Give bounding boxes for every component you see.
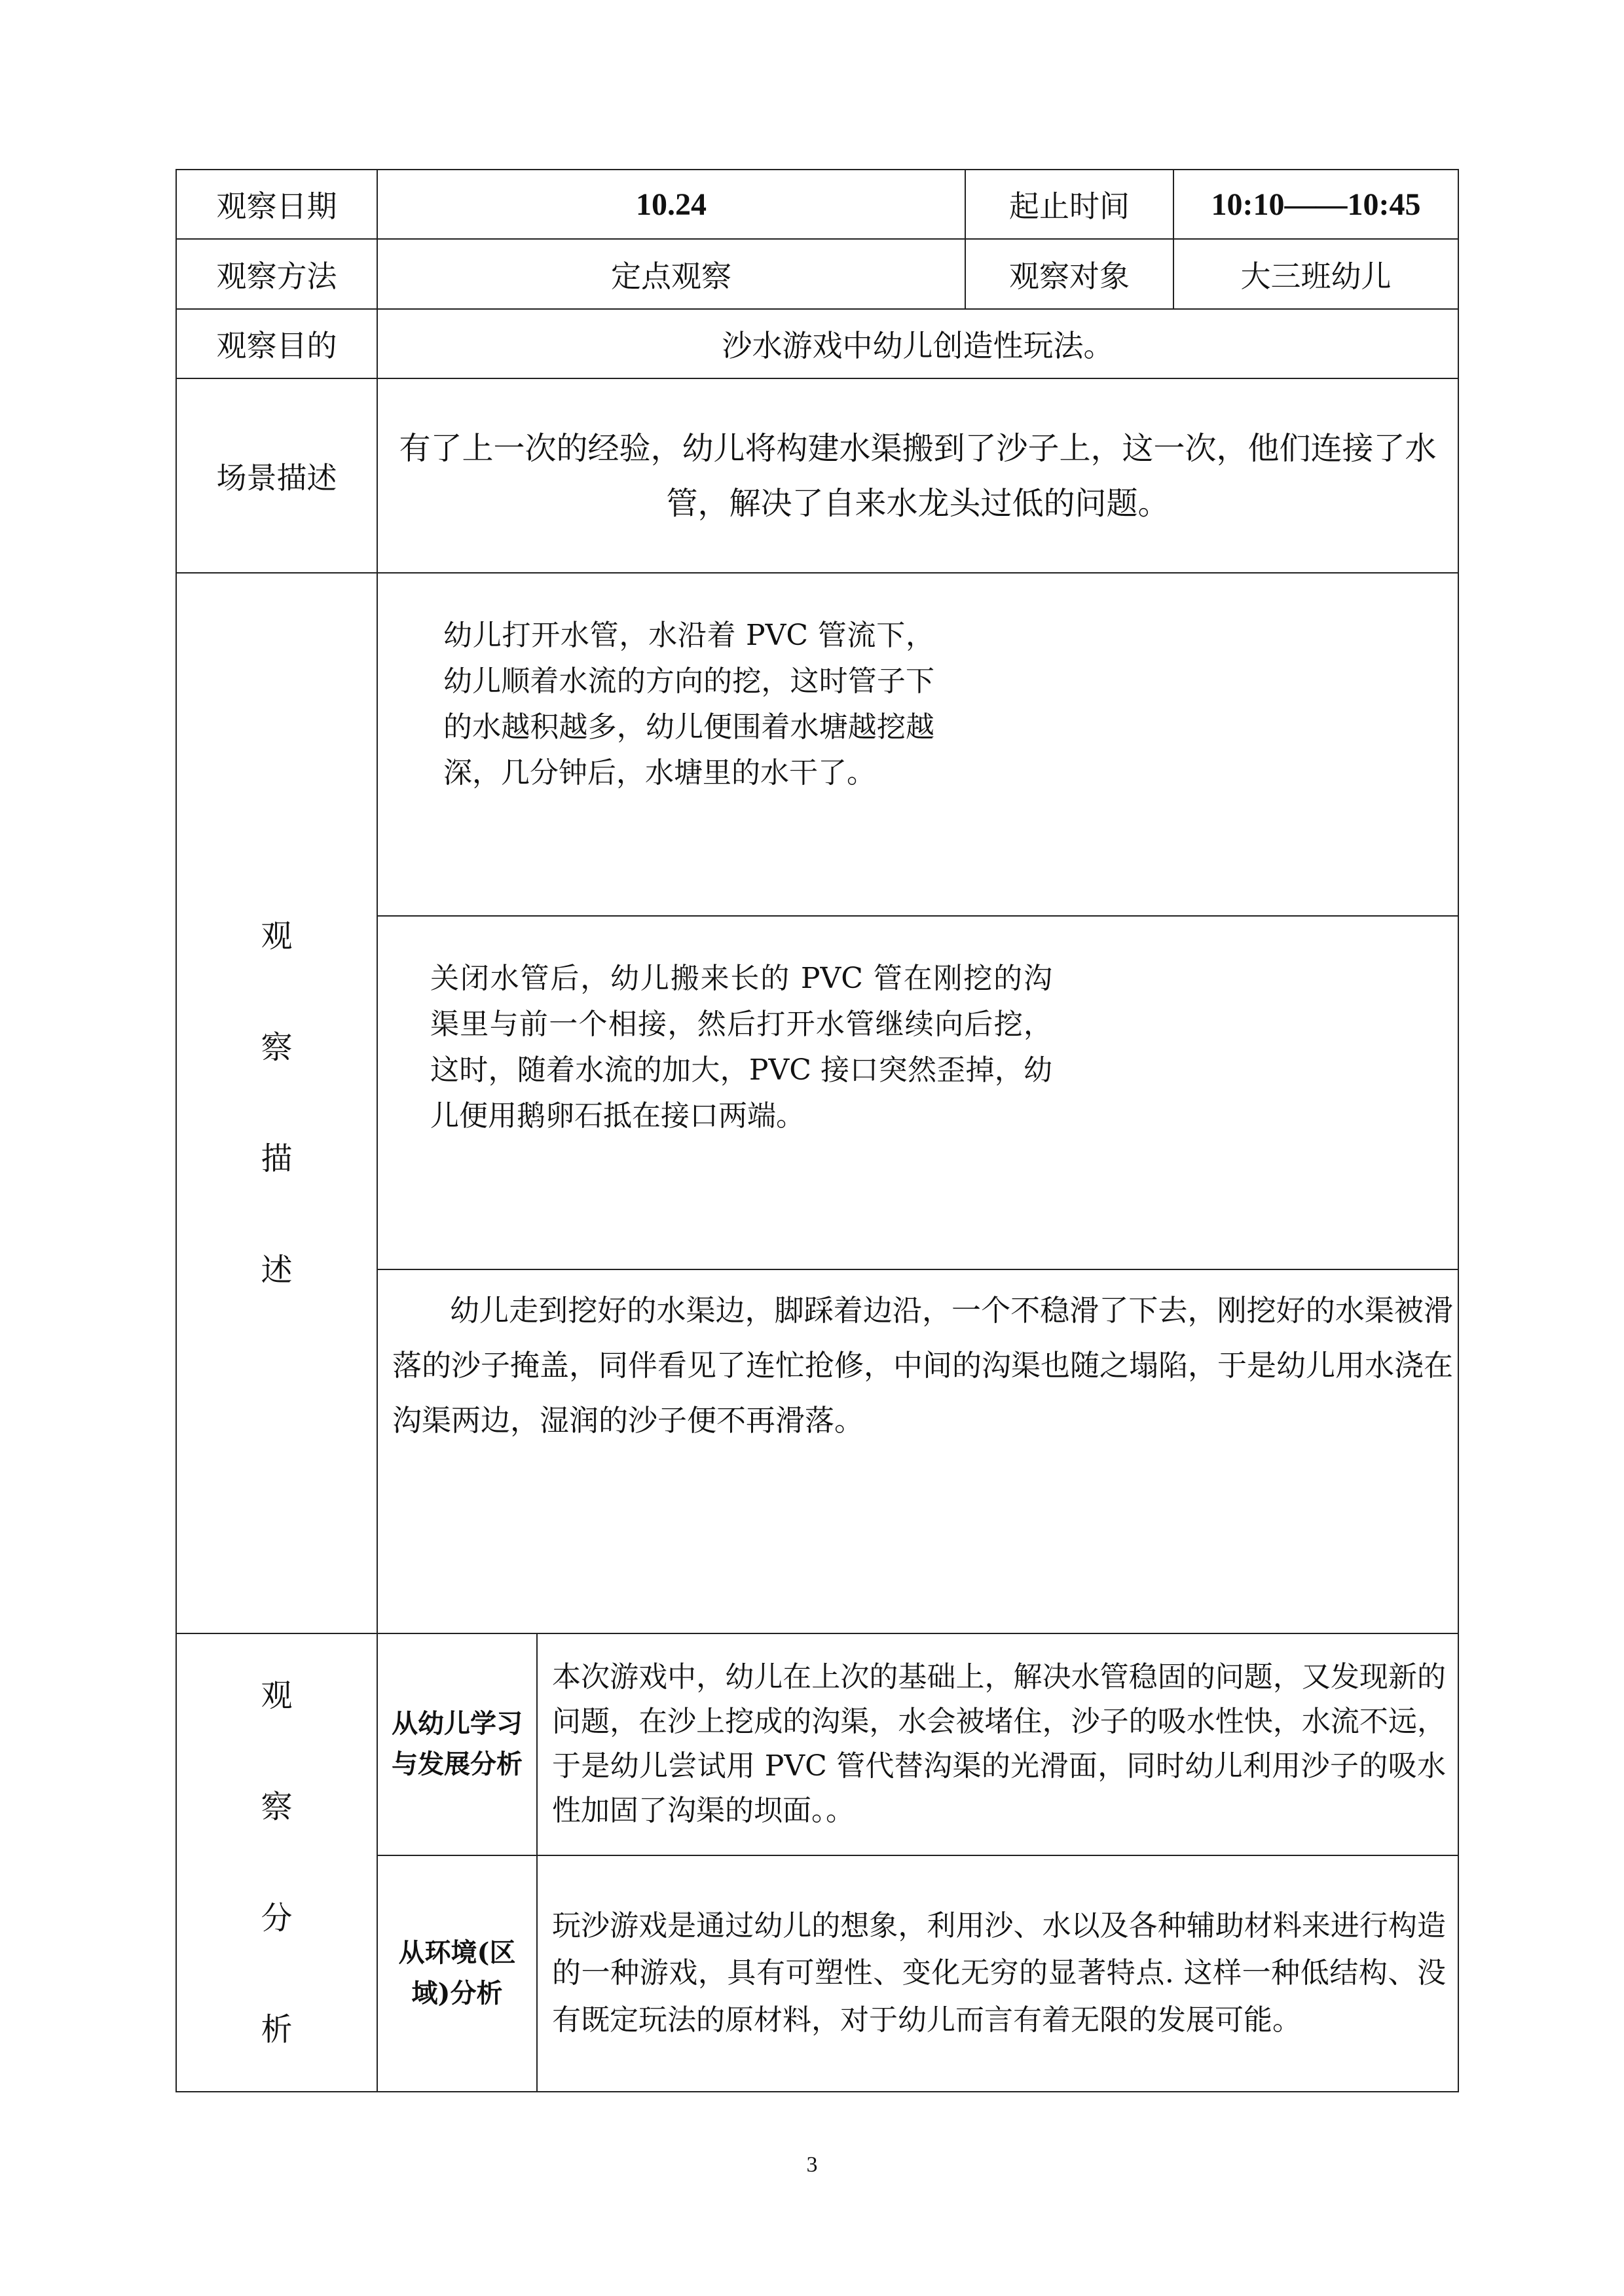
subject-label: 观察对象	[965, 239, 1173, 308]
date-label: 观察日期	[176, 170, 377, 239]
observation-cell-2	[377, 916, 1458, 1269]
method-value: 定点观察	[377, 239, 965, 308]
subject-value: 大三班幼儿	[1173, 239, 1458, 308]
method-label: 观察方法	[176, 239, 377, 308]
page-number: 3	[806, 2153, 818, 2177]
observation-record-table	[175, 169, 1459, 2092]
analysis-label-char-1: 观	[261, 1677, 293, 1714]
observation-label-char-3: 描	[261, 1140, 293, 1177]
row-analysis-learning	[176, 1633, 1458, 1855]
observation-label-char-4: 述	[261, 1251, 293, 1288]
environment-analysis-label: 从环境(区域)分析	[377, 1855, 537, 2092]
observation-cell-3	[377, 1269, 1458, 1633]
analysis-label-char-2: 察	[261, 1788, 293, 1825]
environment-analysis-cell	[537, 1855, 1458, 2092]
row-observation-1	[176, 573, 1458, 916]
purpose-value: 沙水游戏中幼儿创造性玩法。	[377, 309, 1458, 378]
time-label: 起止时间	[965, 170, 1173, 239]
environment-analysis-text: 玩沙游戏是通过幼儿的想象，利用沙、水以及各种辅助材料来进行构造的一种游戏，具有可塑性、变化无穷的显著特点. 这样一种低结构、没有既定玩法的原材料，对于幼儿而言有着无限的发展可能。	[552, 1909, 1446, 2037]
observation-paragraph-2: 关闭水管后，幼儿搬来长的 PVC 管在刚挖的沟渠里与前一个相接，然后打开水管继续向后挖，这时，随着水流的加大，PVC 接口突然歪掉，幼儿便用鹅卵石抵在接口两端。	[430, 961, 1052, 1133]
observation-label-char-1: 观	[261, 917, 293, 955]
learning-analysis-cell	[537, 1633, 1458, 1855]
row-purpose	[176, 309, 1458, 378]
scene-value: 有了上一次的经验，幼儿将构建水渠搬到了沙子上，这一次，他们连接了水管，解决了自来水龙头过低的问题。	[377, 378, 1458, 573]
row-scene	[176, 378, 1458, 573]
learning-analysis-label: 从幼儿学习与发展分析	[377, 1633, 537, 1855]
purpose-label: 观察目的	[176, 309, 377, 378]
row-date-time	[176, 170, 1458, 239]
time-value: 10:10——10:45	[1173, 170, 1458, 239]
observation-paragraph-3: 幼儿走到挖好的水渠边，脚踩着边沿，一个不稳滑了下去，刚挖好的水渠被滑落的沙子掩盖，同伴看见了连忙抢修，中间的沟渠也随之塌陷，于是幼儿用水浇在沟渠两边，湿润的沙子便不再滑落。	[392, 1292, 1454, 1438]
learning-analysis-text: 本次游戏中，幼儿在上次的基础上，解决水管稳固的问题，又发现新的问题，在沙上挖成的沟渠，水会被堵住，沙子的吸水性快，水流不远，于是幼儿尝试用 PVC 管代替沟渠的光滑面，同时幼儿利用沙子的吸水性加固了沟渠的坝面。。	[552, 1660, 1446, 1828]
analysis-label-char-3: 分	[261, 1899, 293, 1937]
analysis-label	[176, 1633, 377, 2092]
observation-cell-1	[377, 573, 1458, 916]
row-method-subject	[176, 239, 1458, 308]
scene-label: 场景描述	[176, 378, 377, 573]
observation-label	[176, 573, 377, 1633]
observation-label-char-2: 察	[261, 1029, 293, 1066]
date-value: 10.24	[377, 170, 965, 239]
analysis-label-char-4: 析	[261, 2011, 293, 2048]
observation-paragraph-1: 幼儿打开水管，水沿着 PVC 管流下，幼儿顺着水流的方向的挖，这时管子下的水越积越多，幼儿便围着水塘越挖越深，几分钟后，水塘里的水干了。	[443, 619, 934, 790]
